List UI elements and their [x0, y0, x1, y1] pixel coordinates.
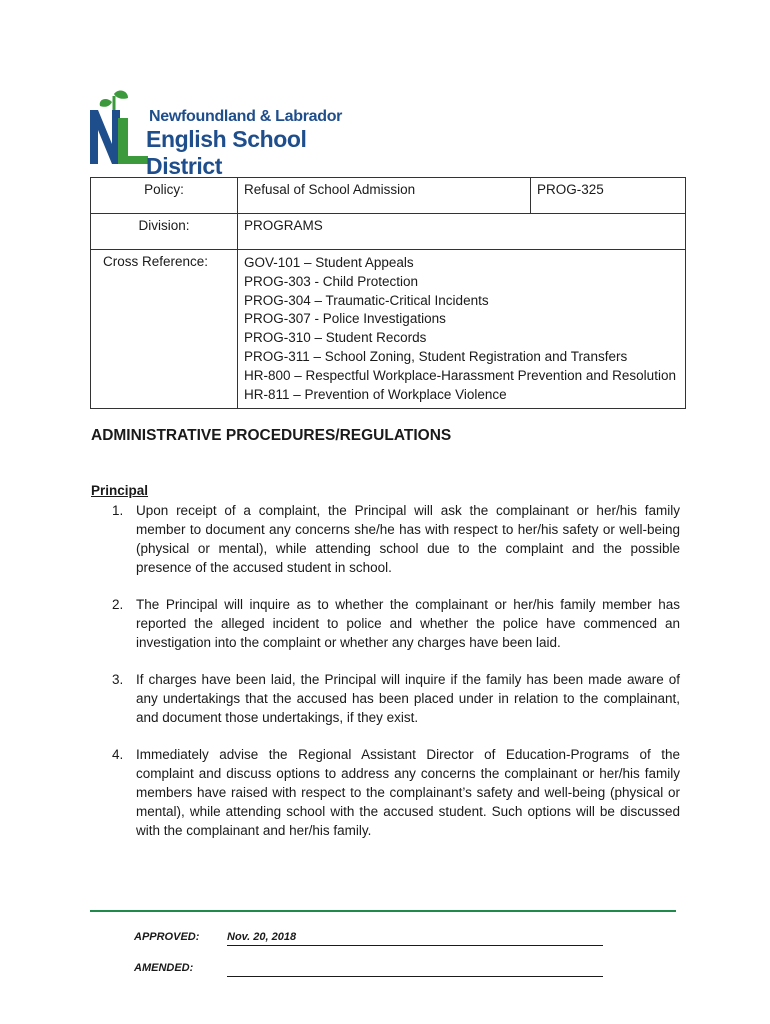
cross-reference-item: PROG-311 – School Zoning, Student Registration and Transfers	[244, 348, 628, 364]
item-number: 1.	[112, 503, 124, 518]
item-text: If charges have been laid, the Principal will inquire if the family has been made aware of any undertakings that the accused has been placed under in relation to the complainant, and document those undertakings, if they exist.	[136, 672, 680, 725]
cross-reference-item: HR-800 – Respectful Workplace-Harassment Prevention and Resolution	[244, 367, 676, 383]
item-text: Immediately advise the Regional Assistant Director of Education-Programs of the complaint and discuss options to address any concerns the complainant or her/his family members have raised with respect to the complainant’s safety and well-being (physical or mental), while attending school with the accused student. Such options will be discussed with the complainant and her/his family.	[136, 747, 680, 838]
cross-reference-label: Cross Reference:	[91, 250, 238, 409]
cross-reference-item: PROG-310 – Student Records	[244, 330, 427, 346]
item-text: The Principal will inquire as to whether the complainant or her/his family member has reported the alleged incident to police and whether the police have commenced an investigation into the complaint or whether any charges have been laid.	[136, 597, 680, 650]
cross-reference-item: GOV-101 – Student Appeals	[244, 255, 414, 270]
subsection-title: Principal	[91, 483, 149, 498]
list-item	[110, 501, 680, 577]
division-label: Division:	[91, 214, 238, 250]
logo-line2: English School District	[146, 126, 307, 179]
approved-date: Nov. 20, 2018	[227, 931, 603, 946]
amended-label: AMENDED:	[134, 962, 194, 974]
footer-divider	[90, 910, 676, 912]
cross-reference-item: PROG-307 - Police Investigations	[244, 311, 446, 327]
policy-code: PROG-325	[531, 178, 686, 214]
procedure-list	[110, 501, 680, 858]
cross-reference-item: HR-811 – Prevention of Workplace Violence	[244, 386, 507, 402]
item-number: 2.	[112, 597, 124, 612]
amended-date	[227, 962, 603, 977]
item-number: 4.	[112, 747, 124, 762]
nl-monogram-icon	[88, 88, 150, 168]
item-text: Upon receipt of a complaint, the Principal will ask the complainant or her/his family member to document any concerns she/he has with respect to her/his safety or well-being (physical or mental), while attending school due to the complaint and the possible presence of the accused student in school.	[136, 503, 680, 575]
cross-reference-item: PROG-304 – Traumatic-Critical Incidents	[244, 292, 489, 308]
district-logo	[88, 88, 388, 179]
list-item	[110, 670, 680, 727]
list-item	[110, 745, 680, 840]
logo-line1: Newfoundland & Labrador	[149, 108, 343, 125]
list-item	[110, 595, 680, 652]
division-value: PROGRAMS	[238, 214, 686, 250]
cross-reference-item: PROG-303 - Child Protection	[244, 273, 419, 289]
policy-label: Policy:	[91, 178, 238, 214]
cross-reference-list	[238, 250, 686, 409]
item-number: 3.	[112, 672, 124, 687]
approved-label: APPROVED:	[134, 931, 200, 943]
section-title: ADMINISTRATIVE PROCEDURES/REGULATIONS	[91, 427, 452, 444]
policy-header-table	[90, 177, 686, 409]
policy-title: Refusal of School Admission	[238, 178, 531, 214]
